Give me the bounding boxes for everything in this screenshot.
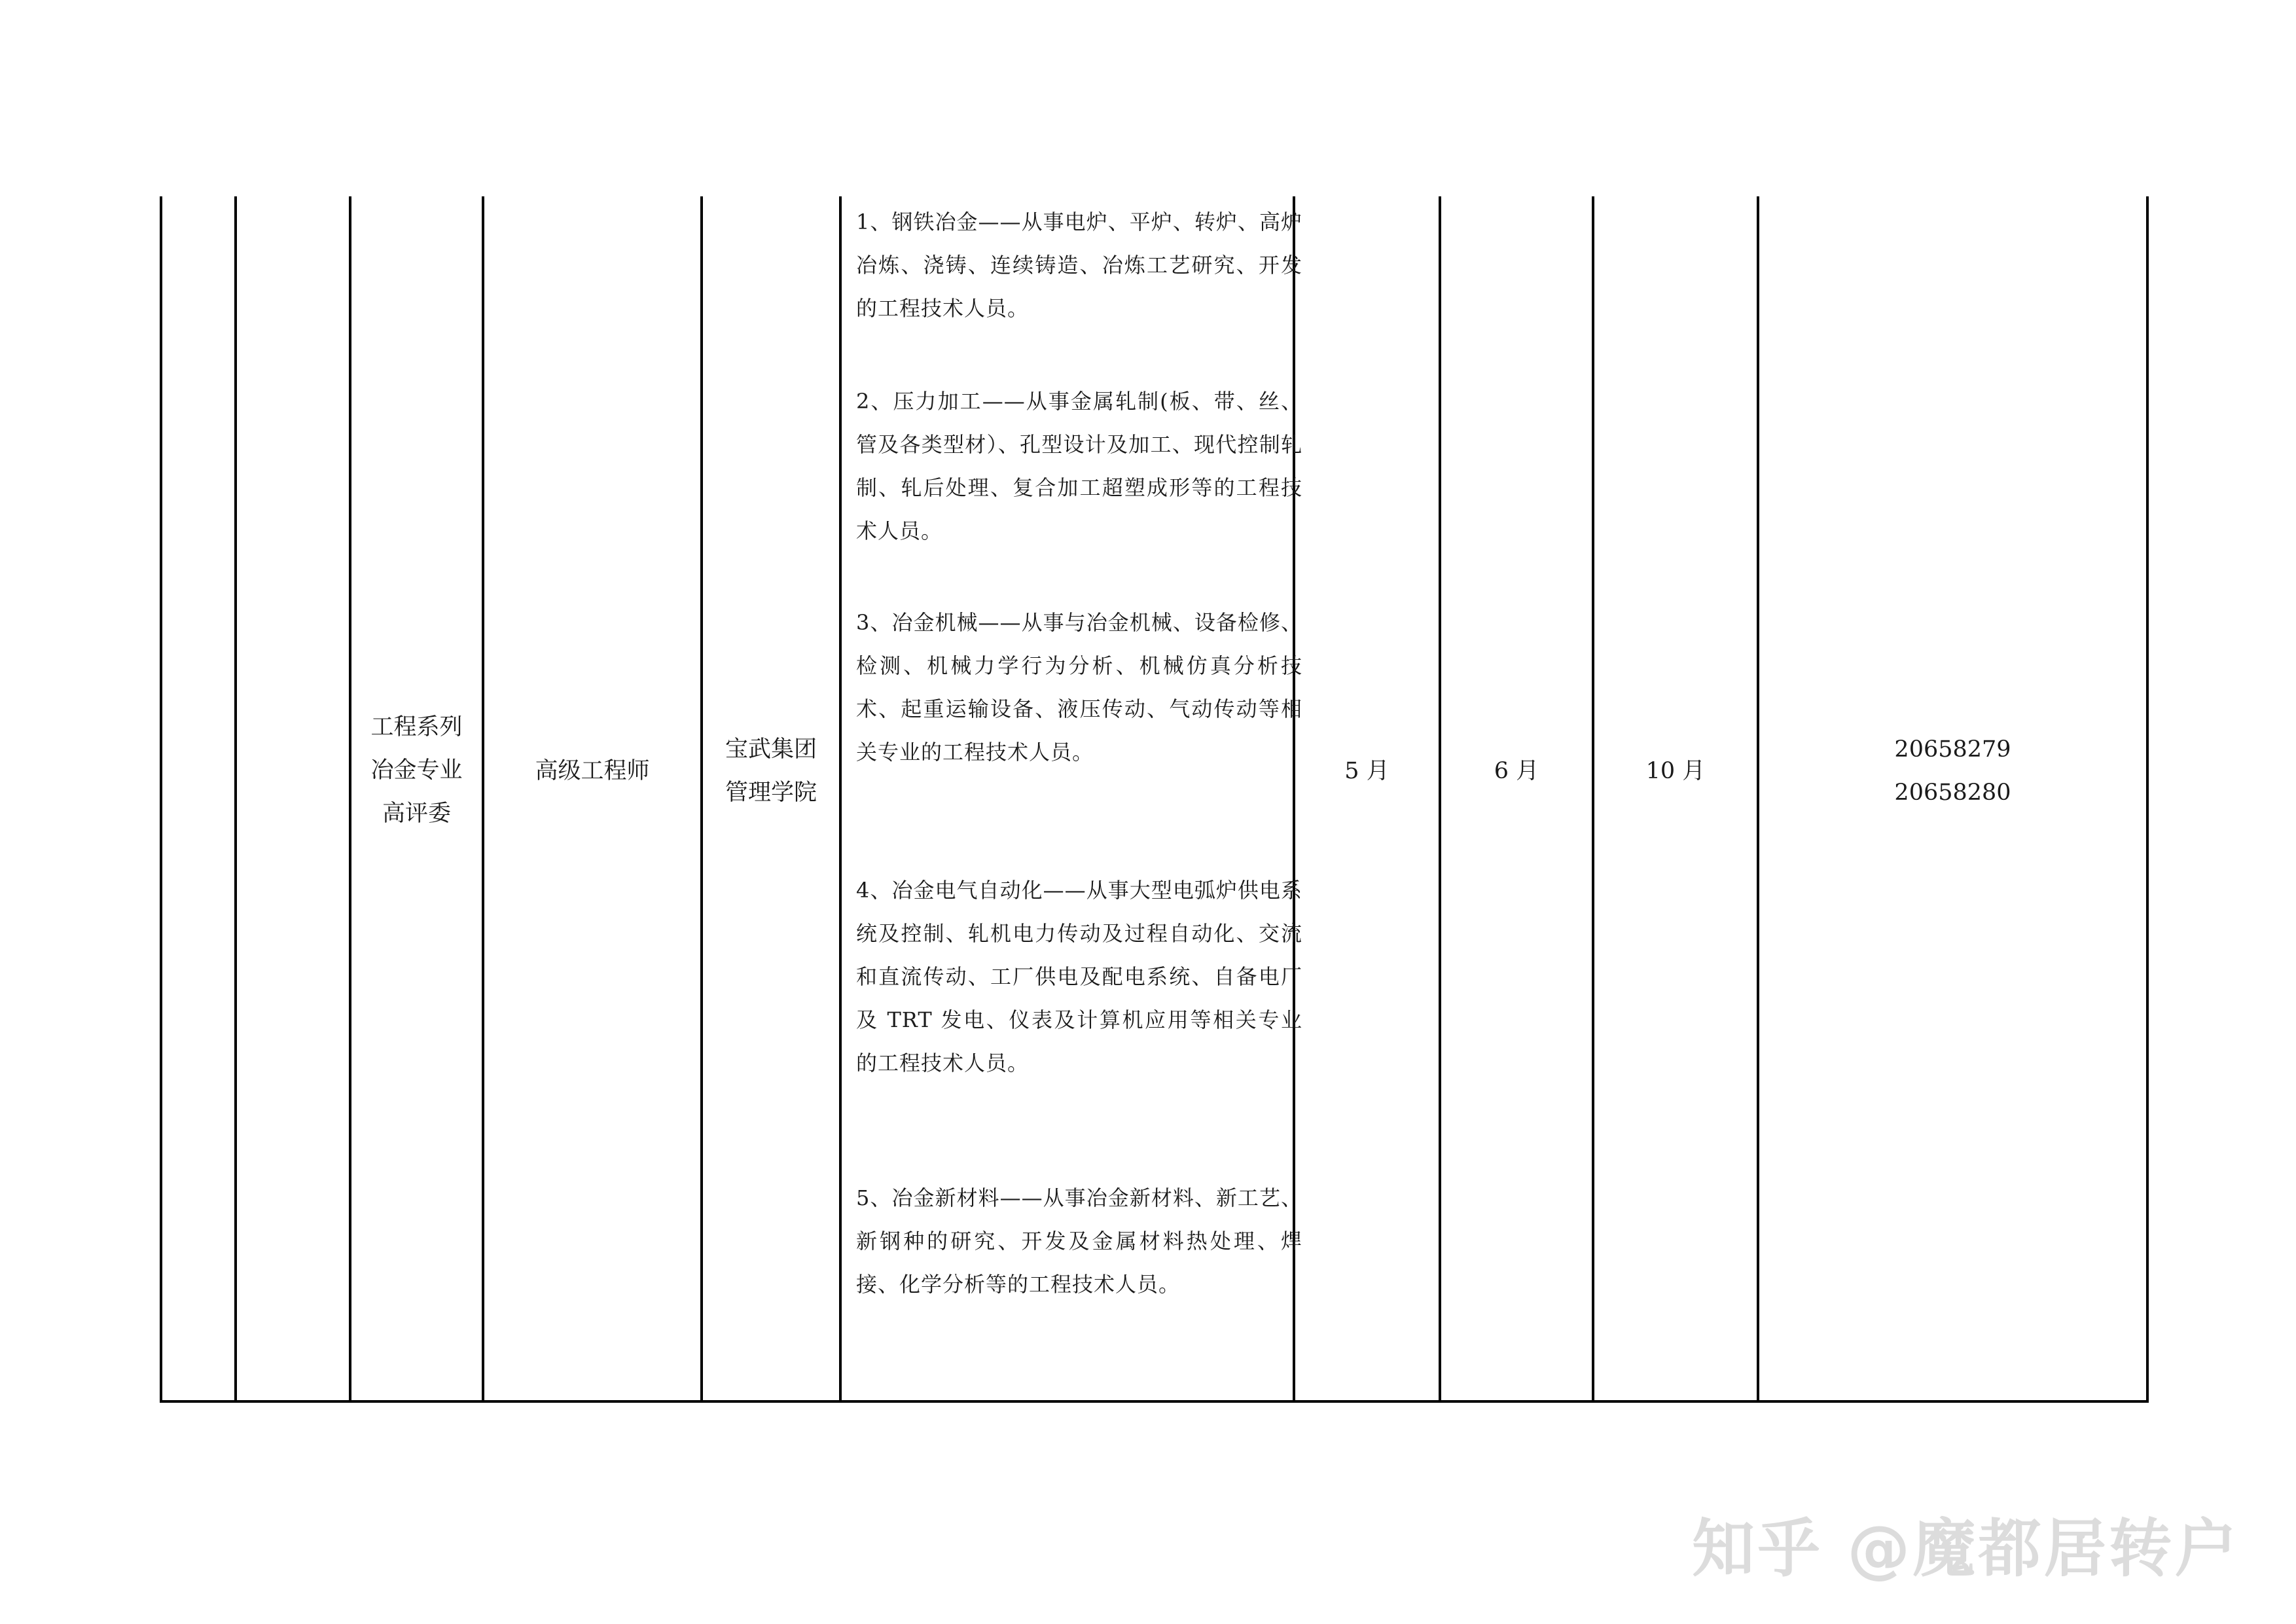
phone-cell: [1759, 728, 2146, 814]
table-border-right: [2146, 196, 2149, 1403]
committee-line: 冶金专业: [370, 757, 463, 784]
table-border-bottom: [160, 1400, 2149, 1403]
column-divider: [1592, 196, 1594, 1403]
month-cell-c: 10 月: [1645, 758, 1706, 784]
title-level-cell: 高级工程师: [535, 758, 650, 784]
review-unit-line: 宝武集团: [725, 736, 817, 763]
scope-paragraph-5: 5、冶金新材料——从事冶金新材料、新工艺、新钢种的研究、开发及金属材料热处理、焊接、化学分析等的工程技术人员。: [856, 1185, 1302, 1297]
scope-paragraph-1: 1、钢铁冶金——从事电炉、平炉、转炉、高炉冶炼、浇铸、连续铸造、冶炼工艺研究、开发的工程技术人员。: [856, 209, 1302, 321]
scope-paragraph-2: 2、压力加工——从事金属轧制(板、带、丝、管及各类型材）、孔型设计及加工、现代控制轧制、轧后处理、复合加工超塑成形等的工程技术人员。: [856, 389, 1302, 543]
month-cell-a: 5 月: [1344, 758, 1390, 784]
scope-paragraph-3: 3、冶金机械——从事与冶金机械、设备检修、检测、机械力学行为分析、机械仿真分析技术、起重运输设备、液压传动、气动传动等相关专业的工程技术人员。: [856, 610, 1302, 765]
table-border-left: [160, 196, 162, 1403]
committee-cell: [351, 706, 482, 835]
committee-line: 工程系列: [370, 714, 463, 740]
review-unit-line: 管理学院: [725, 780, 817, 806]
phone-number: 20658279: [1894, 736, 2011, 763]
column-divider: [482, 196, 484, 1403]
phone-number: 20658280: [1894, 780, 2011, 806]
month-cell-b: 6 月: [1494, 758, 1539, 784]
scope-paragraph-4: 4、冶金电气自动化——从事大型电弧炉供电系统及控制、轧机电力传动及过程自动化、交流和直流传动、工厂供电及配电系统、自备电厂及 TRT 发电、仪表及计算机应用等相关专业的工程技术人员。: [856, 878, 1302, 1075]
column-divider: [839, 196, 842, 1403]
review-unit-cell: [703, 728, 839, 814]
column-divider: [1439, 196, 1441, 1403]
zhihu-watermark: 知乎 @魔都居转户: [1692, 1512, 2240, 1585]
committee-line: 高评委: [382, 801, 451, 827]
column-divider: [234, 196, 237, 1403]
